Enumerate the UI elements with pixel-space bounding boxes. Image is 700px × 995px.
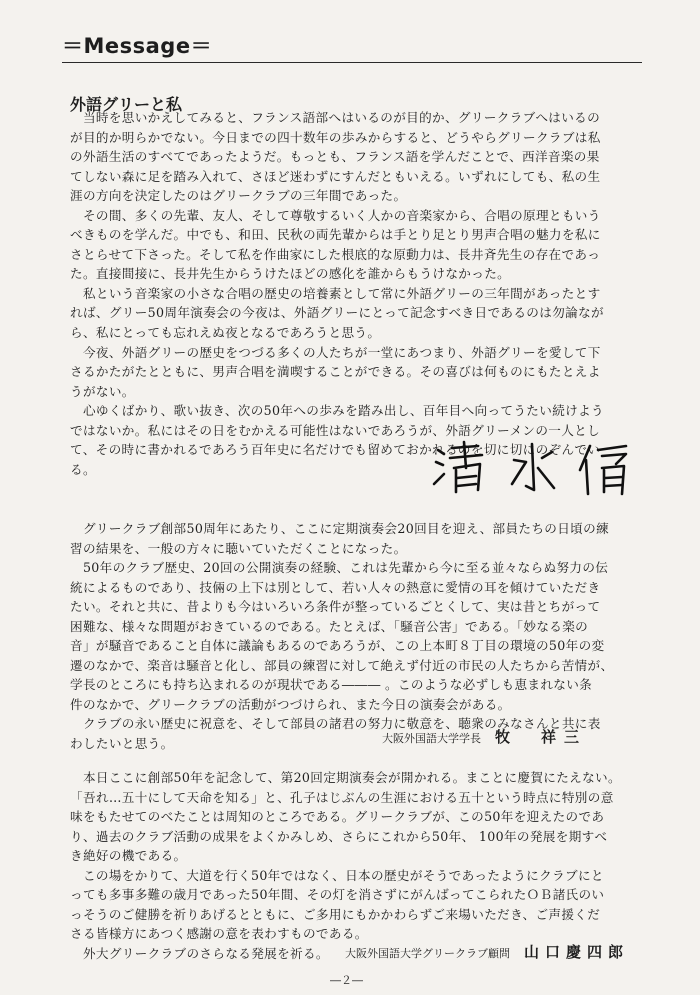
president-name: 牧 祥三: [495, 728, 588, 746]
advisor-message-body: [70, 768, 640, 963]
text-line: うがない。: [70, 383, 135, 399]
text-line: 音」が騒音であること自体に議論もあるのであろうが、この上本町８丁目の環境の50年の変: [70, 638, 605, 654]
text-line: た。直接間接に、長井先生からうけたほどの感化を誰からもうけなかった。: [70, 266, 511, 282]
header-rule: [62, 62, 642, 63]
text-line: る。: [70, 461, 96, 477]
text-line: その間、多くの先輩、友人、そして尊敬するいく人かの音楽家から、合唱の原理ともいう: [70, 207, 601, 223]
text-line: べきものを学んだ。中でも、和田、民秋の両先輩からは手とり足とり男声合唱の魅力を私に: [70, 227, 601, 243]
president-affiliation: 大阪外国語大学学長: [382, 732, 481, 745]
text-line: グリークラブ創部50周年にあたり、ここに定期演奏会20回目を迎え、部員たちの日頃の練: [70, 521, 610, 536]
text-line: てしない森に足を踏み入れて、さほど迷わずにすんだともいえる。いずれにしても、私の生: [70, 168, 601, 184]
text-line: 学長のところにも持ち込まれるのが現状である――― 。このような必ずしも恵まれない条: [70, 677, 593, 693]
text-line: この場をかりて、大道を行く50年ではなく、日本の歴史がそうであったようにクラブにと: [70, 867, 604, 883]
advisor-name: 山口慶四郎: [524, 943, 630, 961]
text-line: 本日ここに創部50年を記念して、第20回定期演奏会が開かれる。まことに慶賀にたえない。: [70, 770, 621, 785]
text-line: 習の結果を、一般の方々に聴いていただくことになった。: [70, 540, 407, 556]
text-line: クラブの永い歴史に祝意を、そして部員の諸君の努力に敬意を、聴衆のみなさんと共に表: [70, 716, 601, 732]
text-line: り、過去のクラブ活動の成果をよくかみしめ、さらにこれから50年、 100年の発展を期すべ: [70, 828, 608, 844]
president-message-body: [70, 519, 640, 754]
advisor-signature: [345, 941, 629, 962]
text-line: 「吾れ…五十にして天命を知る」と、孔子はじぶんの生涯における五十という時点に特別の意: [70, 789, 614, 805]
text-line: っても多事多難の歳月であった50年間、その灯を消さずにがんばってこられたＯＢ諸氏のい: [70, 887, 605, 903]
text-line: き絶好の機である。: [70, 848, 187, 864]
text-line: っそうのご健勝を祈りあげるとともに、ご多用にもかかわらずご来場いただき、ご声援くだ: [70, 906, 601, 922]
advisor-affiliation: 大阪外国語大学グリークラブ顧問: [345, 947, 510, 960]
text-line: さるかたがたとともに、男声合唱を満喫することができる。その喜びは何ものにもたとえよ: [70, 364, 601, 380]
text-line: 50年のクラブ歴史、20回の公開演奏の経験、これは先輩から今に至る並々ならぬ努力の伝: [70, 560, 609, 576]
page-number: ―２―: [330, 974, 363, 987]
text-line: たい。それと共に、昔よりも今はいろいろ条件が整っているごとくして、実は昔とちがって: [70, 599, 601, 615]
text-line: が目的か明らかでない。今日までの四十数年の歩みからすると、どうやらグリークラブは私: [70, 129, 601, 145]
text-line: 今夜、外語グリーの歴史をつづる多くの人たちが一堂にあつまり、外語グリーを愛して下: [70, 344, 601, 360]
section-title: 外語グリーと私: [70, 95, 183, 114]
text-line: ではないか。私にはその日をむかえる可能性はないであろうが、外語グリーメンの一人とし: [70, 422, 601, 438]
text-line: 味をもたせてのべたことは周知のところである。グリークラブが、この50年を迎えたのであ: [70, 809, 605, 825]
text-line: さとらせて下さった。そして私を作曲家にした根底的な原動力は、長井斉先生の存在であっ: [70, 246, 601, 262]
president-signature: [382, 726, 587, 747]
text-line: 遷のなかで、楽音は騒音と化し、部員の練習に対して絶えず付近の市民の人たちから苦情が、: [70, 657, 614, 673]
text-line: さる皆様方にあつく感謝の意を表わすものである。: [70, 926, 368, 942]
page-header-title: ＝Message＝: [62, 34, 213, 58]
essay-body: [70, 108, 640, 479]
text-line: 外大グリークラブのさらなる発展を祈る。: [70, 945, 329, 961]
text-line: 件のなかで、グリークラブの活動がつづけられ、また今日の演奏会がある。: [70, 696, 511, 712]
text-line: わしたいと思う。: [70, 736, 174, 752]
text-line: 心ゆくばかり、歌い抜き、次の50年への歩みを踏み出し、百年目へ向ってうたい続けよう: [70, 403, 604, 419]
text-line: れば、グリー50周年演奏会の今夜は、外語グリーにとって記念すべき日であるのは勿論なが: [70, 305, 604, 321]
text-line: ら、私にとっても忘れえぬ夜となるであろうと思う。: [70, 325, 381, 341]
handwritten-signature-image: [430, 440, 660, 500]
text-line: て、その時に書かれるであろう百年史に名だけでも留めておかれるのを切に切にのぞんでい: [70, 442, 601, 458]
text-line: 統によるものであり、技倆の上下は別として、若い人々の熱意に愛情の耳を傾けていただき: [70, 579, 601, 595]
text-line: 当時を思いかえしてみると、フランス語部へはいるのが目的か、グリークラブへはいるの: [70, 110, 601, 125]
text-line: 私という音楽家の小さな合唱の歴史の培養素として常に外語グリーの三年間があったとす: [70, 285, 601, 301]
text-line: 困難な、様々な問題がおきているのである。たとえば、「騒音公害」である。「妙なる楽の: [70, 618, 589, 634]
text-line: 涯の方向を決定したのはグリークラブの三年間であった。: [70, 188, 407, 204]
text-line: の外語生活のすべてであったようだ。もっとも、フランス語を学んだことで、西洋音楽の果: [70, 149, 600, 165]
